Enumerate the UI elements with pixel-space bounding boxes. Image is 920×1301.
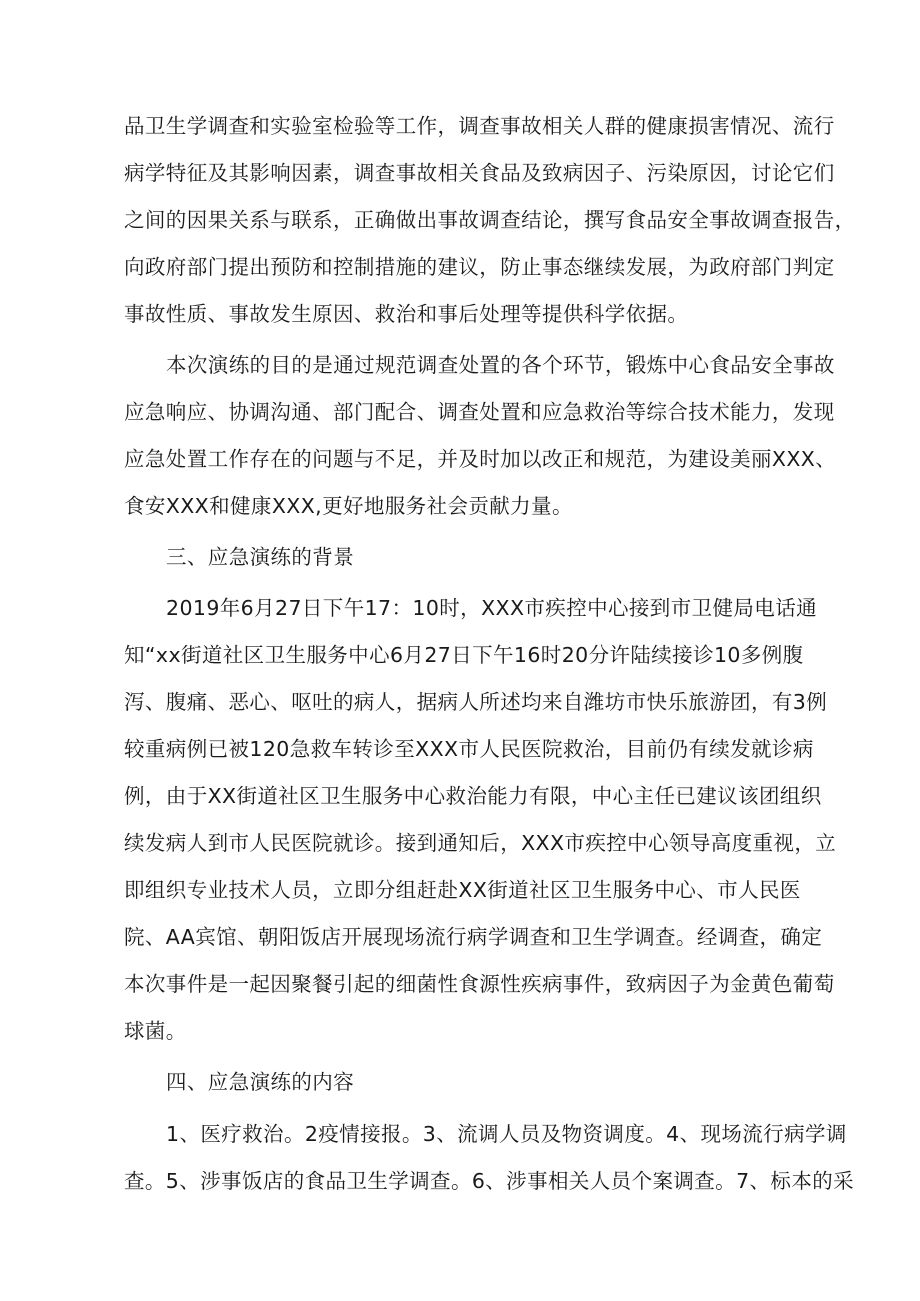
paragraph-line: 1、医疗救治。2疫情接报。3、流调人员及物资调度。4、现场流行病学调 <box>166 1122 847 1146</box>
paragraph-line: 向政府部门提出预防和控制措施的建议，防止事态继续发展，为政府部门判定 <box>124 255 835 279</box>
paragraph-line: 2019年6月27日下午17：10时，XXX市疾控中心接到市卫健局电话通 <box>166 596 817 620</box>
paragraph-line: 续发病人到市人民医院就诊。接到通知后，XXX市疾控中心领导高度重视，立 <box>124 831 837 855</box>
paragraph-line: 之间的因果关系与联系，正确做出事故调查结论，撰写食品安全事故调查报告， <box>124 208 856 232</box>
paragraph-line: 本次事件是一起因聚餐引起的细菌性食源性疾病事件，致病因子为金黄色葡萄 <box>124 972 835 996</box>
paragraph-line: 病学特征及其影响因素，调查事故相关食品及致病因子、污染原因，讨论它们 <box>124 161 835 185</box>
paragraph-line: 院、AA宾馆、朝阳饭店开展现场流行病学调查和卫生学调查。经调查，确定 <box>124 925 823 949</box>
section-heading: 四、应急演练的内容 <box>166 1070 355 1094</box>
paragraph-line: 较重病例已被120急救车转诊至XXX市人民医院救治，目前仍有续发就诊病 <box>124 737 814 761</box>
paragraph-line: 本次演练的目的是通过规范调查处置的各个环节，锻炼中心食品安全事故 <box>166 353 835 377</box>
paragraph-line: 泻、腹痛、恶心、呕吐的病人，据病人所述均来自潍坊市快乐旅游团，有3例 <box>124 690 828 714</box>
paragraph-line: 例，由于XX街道社区卫生服务中心救治能力有限，中心主任已建议该团组织 <box>124 784 822 808</box>
paragraph-line: 品卫生学调查和实验室检验等工作，调查事故相关人群的健康损害情况、流行 <box>124 114 835 138</box>
paragraph-line: 即组织专业技术人员，立即分组赶赴XX街道社区卫生服务中心、市人民医 <box>124 878 801 902</box>
paragraph-line: 球菌。 <box>124 1019 187 1043</box>
paragraph-line: 事故性质、事故发生原因、救治和事后处理等提供科学依据。 <box>124 302 689 326</box>
paragraph-line: 查。5、涉事饭店的食品卫生学调查。6、涉事相关人员个案调查。7、标本的采 <box>124 1169 855 1193</box>
paragraph-line: 食安XXX和健康XXX,更好地服务社会贡献力量。 <box>124 494 573 518</box>
paragraph-line: 知“xx街道社区卫生服务中心6月27日下午16时20分许陆续接诊10多例腹 <box>124 643 804 667</box>
paragraph-line: 应急响应、协调沟通、部门配合、调查处置和应急救治等综合技术能力，发现 <box>124 400 835 424</box>
section-heading: 三、应急演练的背景 <box>166 545 355 569</box>
paragraph-line: 应急处置工作存在的问题与不足，并及时加以改正和规范，为建设美丽XXX、 <box>124 447 837 471</box>
